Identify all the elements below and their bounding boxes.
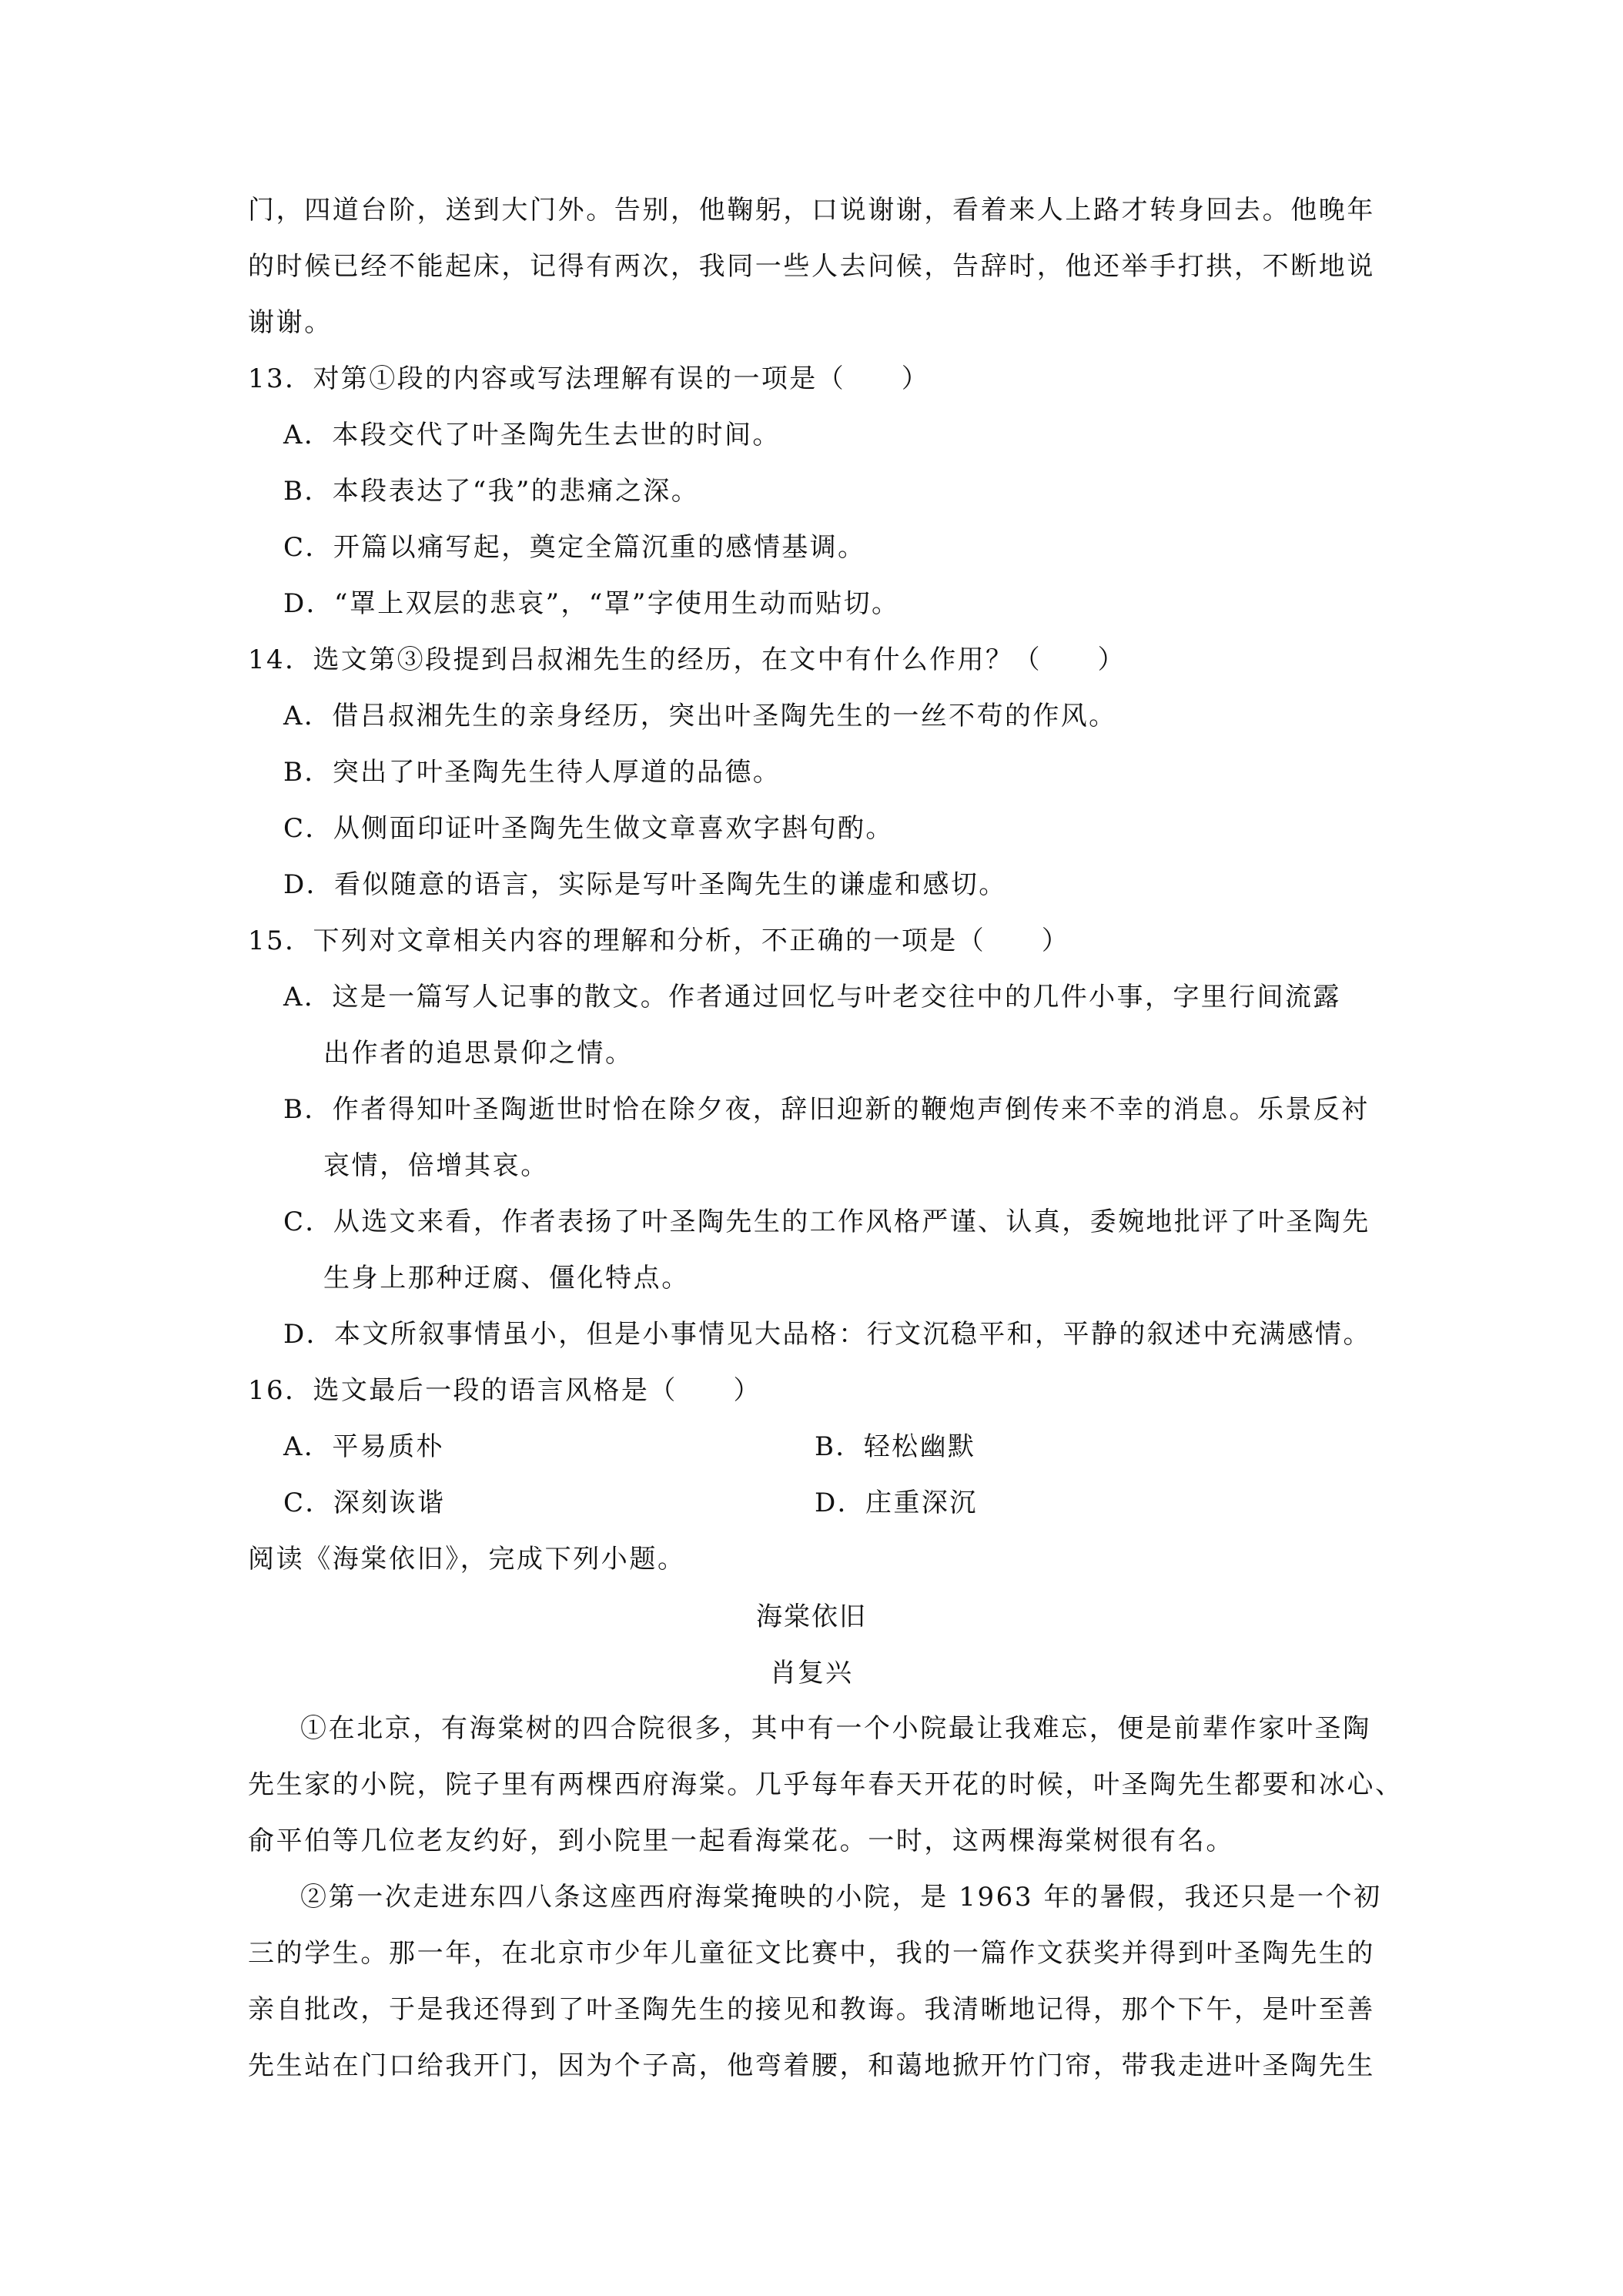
question-13-stem: 13．对第①段的内容或写法理解有误的一项是（ ） bbox=[248, 363, 930, 394]
article-paragraph-line: 亲自批改，于是我还得到了叶圣陶先生的接见和教诲。我清晰地记得，那个下午，是叶至善 bbox=[248, 1994, 1375, 2025]
question-13-option-b: B．本段表达了“我”的悲痛之深。 bbox=[283, 476, 700, 507]
question-15-option-d: D．本文所叙事情虽小，但是小事情见大品格：行文沉稳平和，平静的叙述中充满感情。 bbox=[283, 1319, 1371, 1350]
passage-line: 谢谢。 bbox=[248, 307, 333, 338]
question-15-option-a: A．这是一篇写人记事的散文。作者通过回忆与叶老交往中的几件小事，字里行间流露 bbox=[283, 982, 1341, 1012]
question-14-stem: 14．选文第③段提到吕叔湘先生的经历，在文中有什么作用？（ ） bbox=[248, 644, 1126, 675]
reading-intro: 阅读《海棠依旧》，完成下列小题。 bbox=[248, 1544, 686, 1575]
article-paragraph-line: 先生站在门口给我开门，因为个子高，他弯着腰，和蔼地掀开竹门帘，带我走进叶圣陶先生 bbox=[248, 2050, 1375, 2081]
article-title: 海棠依旧 bbox=[756, 1602, 867, 1632]
passage-line: 的时候已经不能起床，记得有两次，我同一些人去问候，告辞时，他还举手打拱，不断地说 bbox=[248, 251, 1375, 282]
question-16-option-b: B．轻松幽默 bbox=[815, 1431, 976, 1462]
article-paragraph-line: 俞平伯等几位老友约好，到小院里一起看海棠花。一时，这两棵海棠树很有名。 bbox=[248, 1826, 1234, 1856]
question-15-option-c-cont: 生身上那种迂腐、僵化特点。 bbox=[323, 1263, 690, 1294]
article-author: 肖复兴 bbox=[770, 1658, 853, 1689]
question-14-option-d: D．看似随意的语言，实际是写叶圣陶先生的谦虚和感切。 bbox=[283, 869, 1007, 900]
article-paragraph-line: ①在北京，有海棠树的四合院很多，其中有一个小院最让我难忘，便是前辈作家叶圣陶 bbox=[300, 1713, 1371, 1744]
question-14-option-c: C．从侧面印证叶圣陶先生做文章喜欢字斟句酌。 bbox=[283, 813, 894, 844]
question-13-option-a: A．本段交代了叶圣陶先生去世的时间。 bbox=[283, 420, 781, 450]
question-15-option-c: C．从选文来看，作者表扬了叶圣陶先生的工作风格严谨、认真，委婉地批评了叶圣陶先 bbox=[283, 1207, 1370, 1237]
question-16-option-a: A．平易质朴 bbox=[283, 1431, 444, 1462]
question-15-option-b: B．作者得知叶圣陶逝世时恰在除夕夜，辞旧迎新的鞭炮声倒传来不幸的消息。乐景反衬 bbox=[283, 1094, 1370, 1125]
question-15-stem: 15．下列对文章相关内容的理解和分析，不正确的一项是（ ） bbox=[248, 925, 1070, 956]
question-13-option-d: D．“罩上双层的悲哀”，“罩”字使用生动而贴切。 bbox=[283, 588, 900, 619]
question-13-option-c: C．开篇以痛写起，奠定全篇沉重的感情基调。 bbox=[283, 532, 866, 563]
question-14-option-a: A．借吕叔湘先生的亲身经历，突出叶圣陶先生的一丝不苟的作风。 bbox=[283, 701, 1117, 731]
question-15-option-a-cont: 出作者的追思景仰之情。 bbox=[323, 1038, 634, 1069]
question-16-stem: 16．选文最后一段的语言风格是（ ） bbox=[248, 1375, 761, 1406]
passage-line: 门，四道台阶，送到大门外。告别，他鞠躬，口说谢谢，看着来人上路才转身回去。他晚年 bbox=[248, 195, 1375, 226]
question-14-option-b: B．突出了叶圣陶先生待人厚道的品德。 bbox=[283, 757, 781, 788]
article-paragraph-line: 先生家的小院，院子里有两棵西府海棠。几乎每年春天开花的时候，叶圣陶先生都要和冰心、 bbox=[248, 1769, 1404, 1800]
article-paragraph-line: 三的学生。那一年，在北京市少年儿童征文比赛中，我的一篇作文获奖并得到叶圣陶先生的 bbox=[248, 1938, 1375, 1969]
question-16-option-c: C．深刻诙谐 bbox=[283, 1488, 446, 1518]
question-16-option-d: D．庄重深沉 bbox=[815, 1488, 978, 1518]
question-15-option-b-cont: 哀情，倍增其哀。 bbox=[323, 1150, 549, 1181]
article-paragraph-line: ②第一次走进东四八条这座西府海棠掩映的小院，是 1963 年的暑假，我还只是一个初 bbox=[300, 1882, 1382, 1913]
